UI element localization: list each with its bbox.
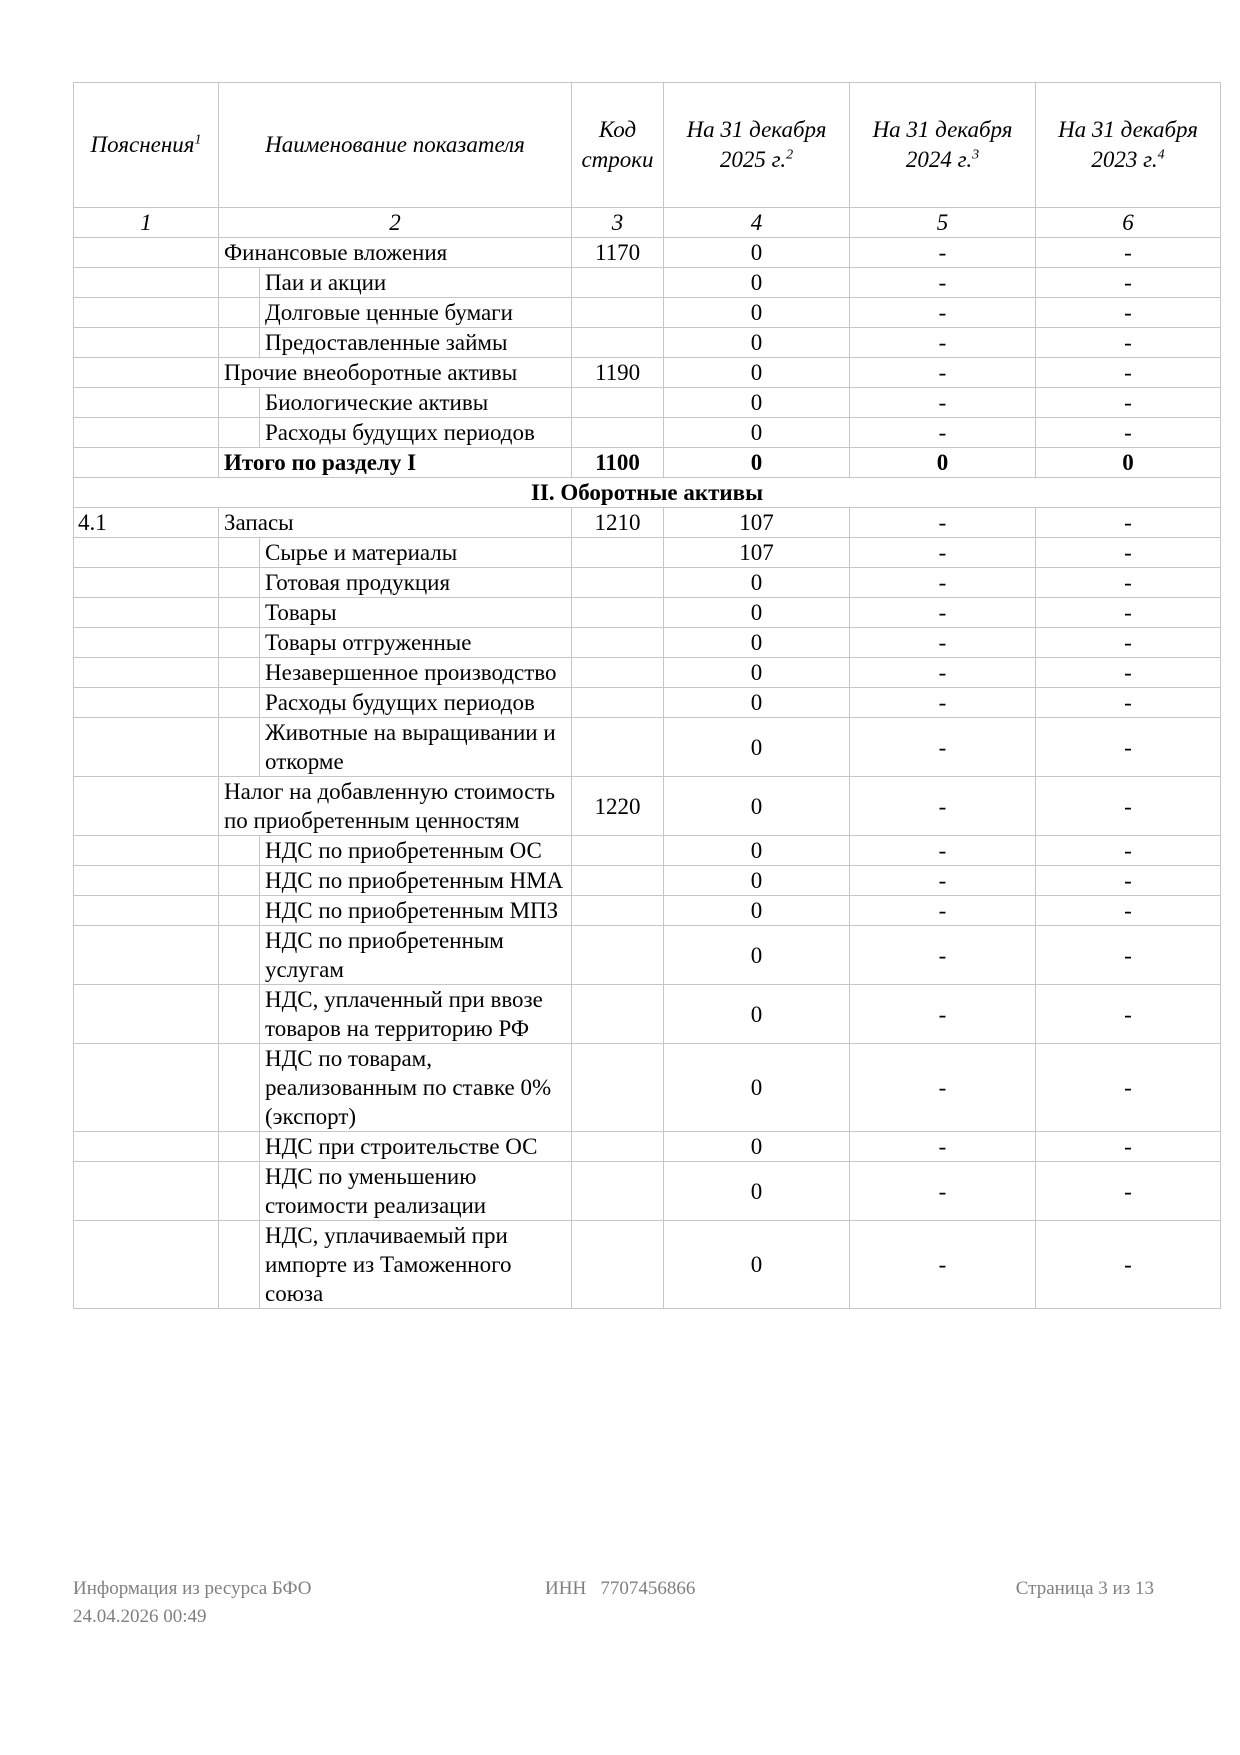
value-2025-cell: 0	[664, 1221, 850, 1309]
indicator-name-cell: НДС при строительстве ОС	[260, 1132, 572, 1162]
column-number: 4	[664, 208, 850, 238]
value-2024-cell: -	[850, 238, 1036, 268]
indent-cell	[219, 718, 260, 777]
line-code-cell	[572, 836, 664, 866]
table-row	[74, 688, 1221, 718]
line-code-cell: 1210	[572, 508, 664, 538]
value-2025-cell: 0	[664, 926, 850, 985]
footer-inn-label: ИНН	[545, 1578, 587, 1599]
value-2024-cell: -	[850, 658, 1036, 688]
indicator-name-cell: Финансовые вложения	[219, 238, 572, 268]
table-row	[74, 896, 1221, 926]
value-2025-cell: 0	[664, 836, 850, 866]
indicator-name-cell: НДС по приобретенным ОС	[260, 836, 572, 866]
explanation-cell	[74, 268, 219, 298]
value-2025-cell: 0	[664, 568, 850, 598]
value-2024-cell: -	[850, 628, 1036, 658]
table-row	[74, 598, 1221, 628]
value-2024-cell: -	[850, 358, 1036, 388]
line-code-cell: 1100	[572, 448, 664, 478]
table-row	[74, 926, 1221, 985]
column-number: 2	[219, 208, 572, 238]
explanation-cell	[74, 418, 219, 448]
explanation-cell	[74, 358, 219, 388]
value-2025-cell: 0	[664, 298, 850, 328]
value-2023-cell: 0	[1036, 448, 1221, 478]
footer-inn	[545, 1577, 695, 1601]
value-2024-cell: -	[850, 866, 1036, 896]
value-2023-cell: -	[1036, 836, 1221, 866]
value-2023-cell: -	[1036, 1221, 1221, 1309]
value-2025-cell: 0	[664, 658, 850, 688]
table-row	[74, 658, 1221, 688]
line-code-cell	[572, 328, 664, 358]
indicator-name-cell: НДС по приобретенным МПЗ	[260, 896, 572, 926]
value-2023-cell: -	[1036, 418, 1221, 448]
indicator-name-cell: Биологические активы	[260, 388, 572, 418]
value-2025-cell: 0	[664, 418, 850, 448]
indicator-name-cell: Расходы будущих периодов	[260, 688, 572, 718]
explanation-cell	[74, 718, 219, 777]
table-row	[74, 238, 1221, 268]
value-2024-cell: -	[850, 836, 1036, 866]
indent-cell	[219, 568, 260, 598]
table-row	[74, 1132, 1221, 1162]
indent-cell	[219, 985, 260, 1044]
header-line-code: Код строки	[572, 83, 664, 208]
line-code-cell	[572, 388, 664, 418]
line-code-cell	[572, 1162, 664, 1221]
table-row	[74, 538, 1221, 568]
line-code-cell	[572, 268, 664, 298]
value-2025-cell: 0	[664, 238, 850, 268]
value-2023-cell: -	[1036, 777, 1221, 836]
indicator-name-cell: НДС по уменьшению стоимости реализации	[260, 1162, 572, 1221]
value-2025-cell: 0	[664, 896, 850, 926]
table-row	[74, 1221, 1221, 1309]
line-code-cell	[572, 1132, 664, 1162]
line-code-cell: 1190	[572, 358, 664, 388]
value-2024-cell: -	[850, 985, 1036, 1044]
line-code-cell	[572, 418, 664, 448]
indicator-name-cell: Итого по разделу I	[219, 448, 572, 478]
value-2025-cell: 0	[664, 328, 850, 358]
table-row	[74, 1162, 1221, 1221]
indent-cell	[219, 298, 260, 328]
indicator-name-cell: Прочие внеоборотные активы	[219, 358, 572, 388]
column-number: 5	[850, 208, 1036, 238]
value-2023-cell: -	[1036, 926, 1221, 985]
balance-sheet-table	[73, 82, 1221, 1309]
value-2023-cell: -	[1036, 1132, 1221, 1162]
header-date-2024: На 31 декабря 2024 г.$^3$	[850, 83, 1036, 208]
value-2024-cell: 0	[850, 448, 1036, 478]
value-2025-cell: 0	[664, 866, 850, 896]
explanation-cell	[74, 896, 219, 926]
explanation-cell	[74, 538, 219, 568]
table-row	[74, 1044, 1221, 1132]
value-2024-cell: -	[850, 298, 1036, 328]
indicator-name-cell: Товары отгруженные	[260, 628, 572, 658]
value-2023-cell: -	[1036, 1162, 1221, 1221]
explanation-cell	[74, 298, 219, 328]
value-2024-cell: -	[850, 926, 1036, 985]
table-row	[74, 568, 1221, 598]
table-row	[74, 985, 1221, 1044]
table-row	[74, 448, 1221, 478]
value-2023-cell: -	[1036, 985, 1221, 1044]
indent-cell	[219, 1132, 260, 1162]
explanation-cell	[74, 1162, 219, 1221]
table-row	[74, 866, 1221, 896]
indent-cell	[219, 1044, 260, 1132]
line-code-cell	[572, 688, 664, 718]
table-body	[74, 238, 1221, 1309]
footer-source: Информация из ресурса БФО	[73, 1578, 312, 1599]
value-2024-cell: -	[850, 896, 1036, 926]
indent-cell	[219, 418, 260, 448]
indent-cell	[219, 658, 260, 688]
indicator-name-cell: Долговые ценные бумаги	[260, 298, 572, 328]
indicator-name-cell: Товары	[260, 598, 572, 628]
explanation-cell	[74, 985, 219, 1044]
value-2024-cell: -	[850, 688, 1036, 718]
value-2025-cell: 0	[664, 718, 850, 777]
value-2023-cell: -	[1036, 298, 1221, 328]
value-2024-cell: -	[850, 1044, 1036, 1132]
indent-cell	[219, 328, 260, 358]
value-2025-cell: 0	[664, 598, 850, 628]
indent-cell	[219, 688, 260, 718]
value-2024-cell: -	[850, 1221, 1036, 1309]
header-date-2023: На 31 декабря 2023 г.$^4$	[1036, 83, 1221, 208]
line-code-cell	[572, 718, 664, 777]
value-2023-cell: -	[1036, 508, 1221, 538]
explanation-cell	[74, 866, 219, 896]
value-2025-cell: 0	[664, 388, 850, 418]
value-2023-cell: -	[1036, 568, 1221, 598]
value-2023-cell: -	[1036, 358, 1221, 388]
footer-inn-value: 7707456866	[600, 1578, 696, 1599]
value-2023-cell: -	[1036, 866, 1221, 896]
explanation-cell	[74, 328, 219, 358]
explanation-cell	[74, 688, 219, 718]
explanation-cell	[74, 1044, 219, 1132]
line-code-cell	[572, 628, 664, 658]
explanation-cell	[74, 388, 219, 418]
explanation-cell	[74, 1221, 219, 1309]
indicator-name-cell: НДС, уплаченный при ввозе товаров на территорию РФ	[260, 985, 572, 1044]
table-row	[74, 836, 1221, 866]
table-row	[74, 388, 1221, 418]
line-code-cell	[572, 598, 664, 628]
value-2023-cell: -	[1036, 538, 1221, 568]
value-2023-cell: -	[1036, 238, 1221, 268]
indent-cell	[219, 538, 260, 568]
value-2023-cell: -	[1036, 328, 1221, 358]
header-explanations: Пояснения$^1$	[74, 83, 219, 208]
line-code-cell	[572, 866, 664, 896]
value-2024-cell: -	[850, 508, 1036, 538]
indent-cell	[219, 1162, 260, 1221]
value-2024-cell: -	[850, 268, 1036, 298]
value-2023-cell: -	[1036, 388, 1221, 418]
explanation-cell	[74, 448, 219, 478]
indent-cell	[219, 388, 260, 418]
indent-cell	[219, 836, 260, 866]
value-2024-cell: -	[850, 418, 1036, 448]
footer-page-number: Страница 3 из 13	[1015, 1578, 1154, 1599]
explanation-cell	[74, 836, 219, 866]
value-2024-cell: -	[850, 1162, 1036, 1221]
indent-cell	[219, 896, 260, 926]
line-code-cell	[572, 985, 664, 1044]
indicator-name-cell: Расходы будущих периодов	[260, 418, 572, 448]
section-title: II. Оборотные активы	[74, 478, 1221, 508]
table-row	[74, 628, 1221, 658]
footer-datetime: 24.04.2026 00:49	[73, 1606, 207, 1627]
line-code-cell	[572, 538, 664, 568]
line-code-cell: 1220	[572, 777, 664, 836]
line-code-cell	[572, 1044, 664, 1132]
indicator-name-cell: Налог на добавленную стоимость по приобретенным ценностям	[219, 777, 572, 836]
indicator-name-cell: НДС по приобретенным услугам	[260, 926, 572, 985]
indent-cell	[219, 866, 260, 896]
indicator-name-cell: Незавершенное производство	[260, 658, 572, 688]
indicator-name-cell: Запасы	[219, 508, 572, 538]
line-code-cell	[572, 896, 664, 926]
explanation-cell: 4.1	[74, 508, 219, 538]
line-code-cell	[572, 568, 664, 598]
line-code-cell	[572, 298, 664, 328]
explanation-cell	[74, 238, 219, 268]
explanation-cell	[74, 658, 219, 688]
value-2023-cell: -	[1036, 688, 1221, 718]
value-2024-cell: -	[850, 388, 1036, 418]
table-row	[74, 358, 1221, 388]
indicator-name-cell: Предоставленные займы	[260, 328, 572, 358]
value-2023-cell: -	[1036, 658, 1221, 688]
indent-cell	[219, 598, 260, 628]
value-2025-cell: 0	[664, 985, 850, 1044]
value-2025-cell: 107	[664, 538, 850, 568]
header-date-2025: На 31 декабря 2025 г.$^2$	[664, 83, 850, 208]
value-2023-cell: -	[1036, 896, 1221, 926]
table-row	[74, 418, 1221, 448]
indicator-name-cell: Готовая продукция	[260, 568, 572, 598]
indent-cell	[219, 628, 260, 658]
indicator-name-cell: Паи и акции	[260, 268, 572, 298]
header-indicator-name: Наименование показателя	[219, 83, 572, 208]
value-2025-cell: 0	[664, 268, 850, 298]
section-header-row	[74, 478, 1221, 508]
indent-cell	[219, 268, 260, 298]
value-2025-cell: 0	[664, 1044, 850, 1132]
value-2025-cell: 0	[664, 777, 850, 836]
line-code-cell: 1170	[572, 238, 664, 268]
value-2024-cell: -	[850, 718, 1036, 777]
indicator-name-cell: Животные на выращивании и откорме	[260, 718, 572, 777]
table-row	[74, 777, 1221, 836]
value-2024-cell: -	[850, 777, 1036, 836]
explanation-cell	[74, 777, 219, 836]
value-2024-cell: -	[850, 538, 1036, 568]
table-header-row	[74, 83, 1221, 208]
value-2025-cell: 0	[664, 628, 850, 658]
explanation-cell	[74, 568, 219, 598]
value-2025-cell: 0	[664, 688, 850, 718]
table-row	[74, 298, 1221, 328]
value-2025-cell: 0	[664, 358, 850, 388]
table-row	[74, 718, 1221, 777]
value-2025-cell: 0	[664, 1132, 850, 1162]
value-2023-cell: -	[1036, 628, 1221, 658]
indent-cell	[219, 1221, 260, 1309]
line-code-cell	[572, 1221, 664, 1309]
value-2023-cell: -	[1036, 268, 1221, 298]
indent-cell	[219, 926, 260, 985]
explanation-cell	[74, 926, 219, 985]
table-row	[74, 328, 1221, 358]
line-code-cell	[572, 658, 664, 688]
column-number: 6	[1036, 208, 1221, 238]
column-number: 3	[572, 208, 664, 238]
indicator-name-cell: Сырье и материалы	[260, 538, 572, 568]
table-row	[74, 268, 1221, 298]
value-2023-cell: -	[1036, 718, 1221, 777]
indicator-name-cell: НДС по приобретенным НМА	[260, 866, 572, 896]
value-2023-cell: -	[1036, 1044, 1221, 1132]
value-2024-cell: -	[850, 328, 1036, 358]
explanation-cell	[74, 1132, 219, 1162]
value-2023-cell: -	[1036, 598, 1221, 628]
value-2025-cell: 0	[664, 448, 850, 478]
value-2024-cell: -	[850, 1132, 1036, 1162]
indicator-name-cell: НДС, уплачиваемый при импорте из Таможенного союза	[260, 1221, 572, 1309]
indicator-name-cell: НДС по товарам, реализованным по ставке 0% (экспорт)	[260, 1044, 572, 1132]
column-number-row	[74, 208, 1221, 238]
explanation-cell	[74, 628, 219, 658]
value-2024-cell: -	[850, 568, 1036, 598]
table-row	[74, 508, 1221, 538]
value-2025-cell: 0	[664, 1162, 850, 1221]
line-code-cell	[572, 926, 664, 985]
value-2025-cell: 107	[664, 508, 850, 538]
value-2024-cell: -	[850, 598, 1036, 628]
column-number: 1	[74, 208, 219, 238]
explanation-cell	[74, 598, 219, 628]
